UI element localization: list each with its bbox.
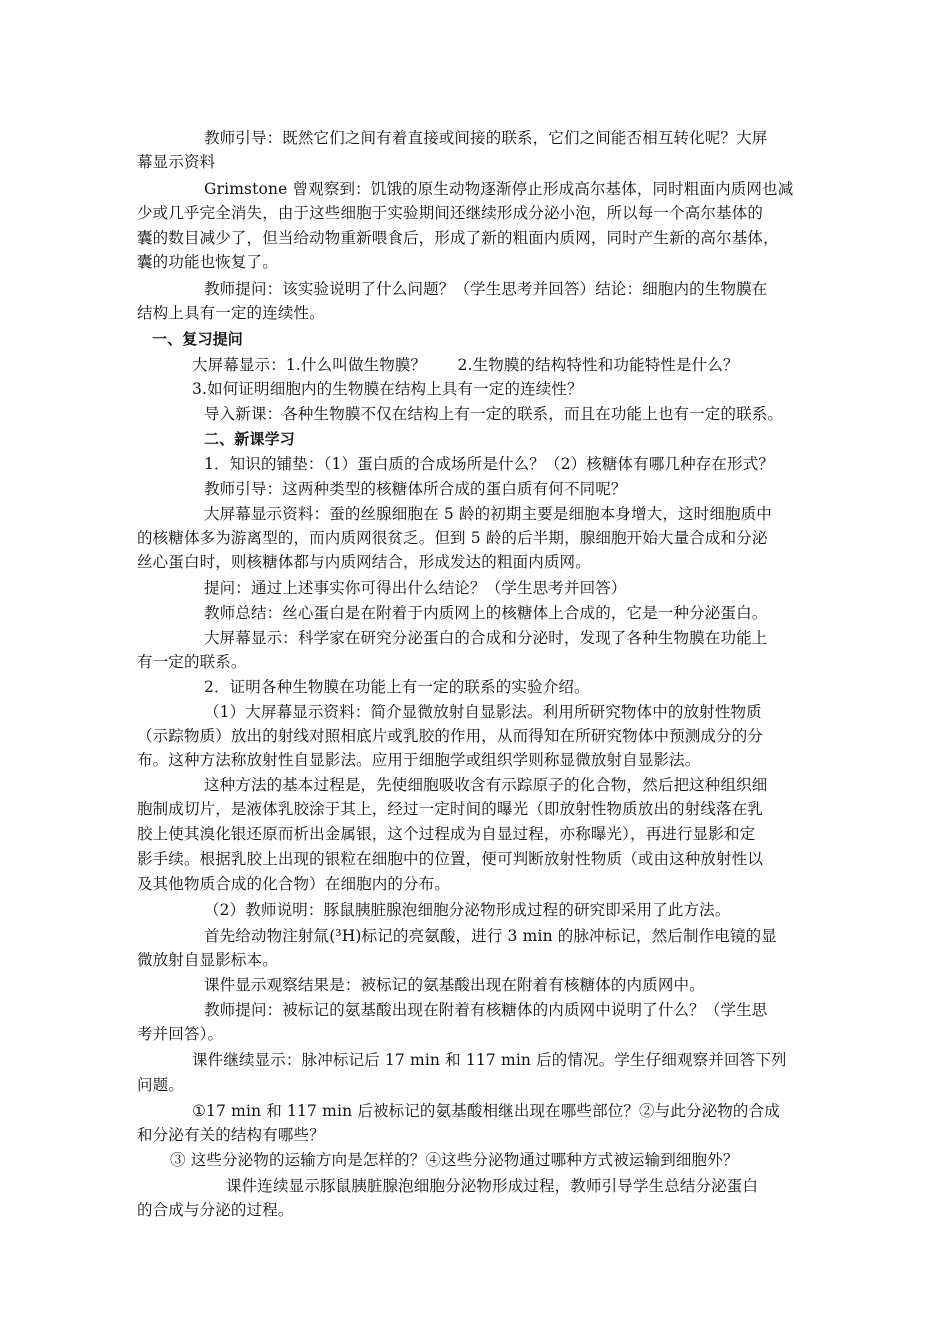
paragraph-line: 和分泌有关的结构有哪些？ xyxy=(137,1126,325,1144)
paragraph-line: 考并回答）。 xyxy=(137,1025,224,1043)
paragraph-line: 胞制成切片，是液体乳胶涂于其上，经过一定时间的曝光（即放射性物质放出的射线落在乳 xyxy=(137,800,764,818)
paragraph-line: 教师总结：丝心蛋白是在附着于内质网上的核糖体上合成的，它是一种分泌蛋白。 xyxy=(204,604,768,622)
paragraph-line: 的核糖体多为游离型的，而内质网很贫乏。但到 5 龄的后半期，腺细胞开始大量合成和分泌 xyxy=(137,529,768,547)
paragraph-line: 问题。 xyxy=(137,1076,184,1094)
paragraph-line: 结构上具有一定的连续性。 xyxy=(137,304,325,322)
paragraph-line: 大屏幕显示资料：蚕的丝腺细胞在 5 龄的初期主要是细胞本身增大，这时细胞质中 xyxy=(204,505,772,523)
paragraph-line: 2．证明各种生物膜在功能上有一定的联系的实验介绍。 xyxy=(204,678,590,696)
paragraph-line: 1．知识的铺垫：（1）蛋白质的合成场所是什么？（2）核糖体有哪几种存在形式？ xyxy=(204,455,775,473)
paragraph-line: 囊的功能也恢复了。 xyxy=(137,253,278,271)
paragraph-line: 教师提问：被标记的氨基酸出现在附着有核糖体的内质网中说明了什么？（学生思 xyxy=(204,1001,768,1019)
paragraph-line: ③ 这些分泌物的运输方向是怎样的？④这些分泌物通过哪种方式被运输到细胞外？ xyxy=(170,1151,739,1169)
paragraph-line: 教师引导：既然它们之间有着直接或间接的联系，它们之间能否相互转化呢？大屏 xyxy=(204,129,768,147)
paragraph-line: 提问：通过上述事实你可得出什么结论？（学生思考并回答） xyxy=(204,579,627,597)
section-heading: 二、新课学习 xyxy=(204,430,295,448)
paragraph-line: 3.如何证明细胞内的生物膜在结构上具有一定的连续性？ xyxy=(192,380,583,398)
paragraph-line: 胶上使其溴化银还原而析出金属银，这个过程成为自显过程，亦称曝光），再进行显影和定 xyxy=(137,825,756,843)
paragraph-line: ①17 min 和 117 min 后被标记的氨基酸相继出现在哪些部位？②与此分泌物的合成 xyxy=(192,1102,780,1120)
paragraph-line: 这种方法的基本过程是，先使细胞吸收含有示踪原子的化合物，然后把这种组织细 xyxy=(204,776,768,794)
paragraph-line: 有一定的联系。 xyxy=(137,653,247,671)
paragraph-line: 少或几乎完全消失，由于这些细胞于实验期间还继续形成分泌小泡，所以每一个高尔基体的 xyxy=(137,204,764,222)
paragraph-line: 影手续。根据乳胶上出现的银粒在细胞中的位置，便可判断放射性物质（或由这种放射性以 xyxy=(137,850,764,868)
paragraph-line: 课件显示观察结果是：被标记的氨基酸出现在附着有核糖体的内质网中。 xyxy=(204,976,705,994)
paragraph-line: 的合成与分泌的过程。 xyxy=(137,1201,294,1219)
paragraph-line: Grimstone 曾观察到：饥饿的原生动物逐渐停止形成高尔基体，同时粗面内质网也减 xyxy=(204,180,794,198)
paragraph-line: 大屏幕显示：科学家在研究分泌蛋白的合成和分泌时，发现了各种生物膜在功能上 xyxy=(204,629,768,647)
paragraph-line: （2）教师说明：豚鼠胰脏腺泡细胞分泌物形成过程的研究即采用了此方法。 xyxy=(204,901,731,919)
paragraph-line: （示踪物质）放出的射线对照相底片或乳胶的作用，从而得知在所研究物体中预测成分的分 xyxy=(137,727,764,745)
section-heading: 一、复习提问 xyxy=(152,330,243,348)
paragraph-line: 布。这种方法称放射性自显影法。应用于细胞学或组织学则称显微放射自显影法。 xyxy=(137,751,701,769)
paragraph-line: 教师引导：这两种类型的核糖体所合成的蛋白质有何不同呢？ xyxy=(204,480,627,498)
paragraph-line: 微放射自显影标本。 xyxy=(137,951,278,969)
paragraph-line: 导入新课：各种生物膜不仅在结构上有一定的联系，而且在功能上也有一定的联系。 xyxy=(204,405,784,423)
paragraph-line: 囊的数目减少了，但当给动物重新喂食后，形成了新的粗面内质网，同时产生新的高尔基体， xyxy=(137,229,779,247)
paragraph-line: 教师提问：该实验说明了什么问题？（学生思考并回答）结论：细胞内的生物膜在 xyxy=(204,280,768,298)
paragraph-line: 课件连续显示豚鼠胰脏腺泡细胞分泌物形成过程，教师引导学生总结分泌蛋白 xyxy=(226,1177,759,1195)
paragraph-line: 大屏幕显示：1.什么叫做生物膜？ 2.生物膜的结构特性和功能特性是什么？ xyxy=(192,356,739,374)
paragraph-line: 及其他物质合成的化合物）在细胞内的分布。 xyxy=(137,875,451,893)
paragraph-line: （1）大屏幕显示资料：简介显微放射自显影法。利用所研究物体中的放射性物质 xyxy=(204,703,762,721)
paragraph-line: 首先给动物注射氚(³H)标记的亮氨酸，进行 3 min 的脉冲标记，然后制作电镜的显 xyxy=(204,927,777,945)
paragraph-line: 课件继续显示：脉冲标记后 17 min 和 117 min 后的情况。学生仔细观察并回答下列 xyxy=(192,1051,787,1069)
paragraph-line: 幕显示资料 xyxy=(137,153,216,171)
paragraph-line: 丝心蛋白时，则核糖体都与内质网结合，形成发达的粗面内质网。 xyxy=(137,553,591,571)
